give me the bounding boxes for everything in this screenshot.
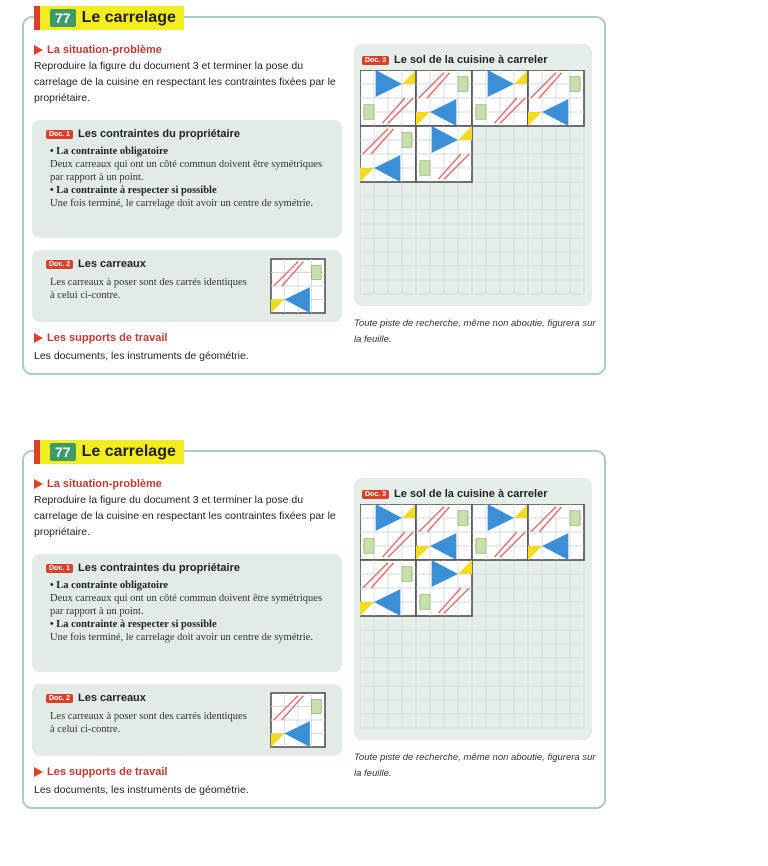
doc2-heading: Doc. 2 Les carreaux xyxy=(46,692,146,704)
constraint2-text: Une fois terminé, le carrelage doit avoir un centre de symétrie. xyxy=(50,198,313,209)
tile xyxy=(416,560,472,616)
supports-heading: Les supports de travail xyxy=(34,332,167,344)
situation-heading: La situation-problème xyxy=(34,44,162,56)
doc2-text: Les carreaux à poser sont des carrés identiques à celui ci-contre. xyxy=(50,711,247,735)
doc3-panel xyxy=(354,478,592,740)
constraint1-title: • La contrainte obligatoire xyxy=(50,146,169,157)
tile xyxy=(472,504,528,560)
tile xyxy=(528,504,584,560)
tile xyxy=(528,70,584,126)
doc2-text: Les carreaux à poser sont des carrés identiques à celui ci-contre. xyxy=(50,277,247,301)
doc3-heading: Doc. 3 Le sol de la cuisine à carreler xyxy=(362,488,547,500)
tile xyxy=(271,259,325,313)
exercise-frame xyxy=(22,450,606,809)
supports-heading: Les supports de travail xyxy=(34,766,167,778)
tile xyxy=(360,126,416,182)
doc3-tag: Doc. 3 xyxy=(362,490,389,499)
exercise-title: Le carrelage xyxy=(81,9,176,26)
tile xyxy=(416,126,472,182)
constraint2-title: • La contrainte à respecter si possible xyxy=(50,185,217,196)
research-note: Toute piste de recherche, même non aboutie, figurera sur la feuille. xyxy=(354,318,596,345)
supports-text: Les documents, les instruments de géométrie. xyxy=(34,784,249,796)
arrow-icon xyxy=(34,45,43,55)
tile xyxy=(360,560,416,616)
doc1-box xyxy=(32,554,342,672)
exercise-tab xyxy=(34,6,184,30)
doc1-heading: Doc. 1 Les contraintes du propriétaire xyxy=(46,562,240,574)
kitchen-floor-grid xyxy=(360,70,586,298)
doc1-tag: Doc. 1 xyxy=(46,130,73,139)
doc2-heading: Doc. 2 Les carreaux xyxy=(46,258,146,270)
exercise-tab xyxy=(34,440,184,464)
situation-text: Reproduire la figure du document 3 et terminer la pose du carrelage de la cuisine en respectant les contraintes fixées par le propriétaire. xyxy=(34,60,336,104)
tile xyxy=(271,693,325,747)
tile xyxy=(416,504,472,560)
doc2-box xyxy=(32,250,342,322)
exercise-number: 77 xyxy=(50,9,76,27)
constraint1-title: • La contrainte obligatoire xyxy=(50,580,169,591)
exercise-number: 77 xyxy=(50,443,76,461)
doc1-box xyxy=(32,120,342,238)
arrow-icon xyxy=(34,767,43,777)
constraint2-title: • La contrainte à respecter si possible xyxy=(50,619,217,630)
doc2-tag: Doc. 2 xyxy=(46,694,73,703)
kitchen-floor-grid xyxy=(360,504,586,732)
situation-heading: La situation-problème xyxy=(34,478,162,490)
constraint1-text: Deux carreaux qui ont un côté commun doivent être symétriques par rapport à un point. xyxy=(50,593,323,617)
tile xyxy=(360,504,416,560)
tile xyxy=(360,70,416,126)
arrow-icon xyxy=(34,333,43,343)
exercise-frame xyxy=(22,16,606,375)
research-note: Toute piste de recherche, même non aboutie, figurera sur la feuille. xyxy=(354,752,596,779)
doc2-tag: Doc. 2 xyxy=(46,260,73,269)
sample-tile xyxy=(270,692,326,748)
exercise-title: Le carrelage xyxy=(81,443,176,460)
sample-tile xyxy=(270,258,326,314)
constraint2-text: Une fois terminé, le carrelage doit avoir un centre de symétrie. xyxy=(50,632,313,643)
doc2-box xyxy=(32,684,342,756)
doc3-tag: Doc. 3 xyxy=(362,56,389,65)
doc3-heading: Doc. 3 Le sol de la cuisine à carreler xyxy=(362,54,547,66)
tile xyxy=(416,70,472,126)
doc1-heading: Doc. 1 Les contraintes du propriétaire xyxy=(46,128,240,140)
doc3-panel xyxy=(354,44,592,306)
constraint1-text: Deux carreaux qui ont un côté commun doivent être symétriques par rapport à un point. xyxy=(50,159,323,183)
situation-text: Reproduire la figure du document 3 et terminer la pose du carrelage de la cuisine en respectant les contraintes fixées par le propriétaire. xyxy=(34,494,336,538)
doc1-tag: Doc. 1 xyxy=(46,564,73,573)
tile xyxy=(472,70,528,126)
arrow-icon xyxy=(34,479,43,489)
supports-text: Les documents, les instruments de géométrie. xyxy=(34,350,249,362)
